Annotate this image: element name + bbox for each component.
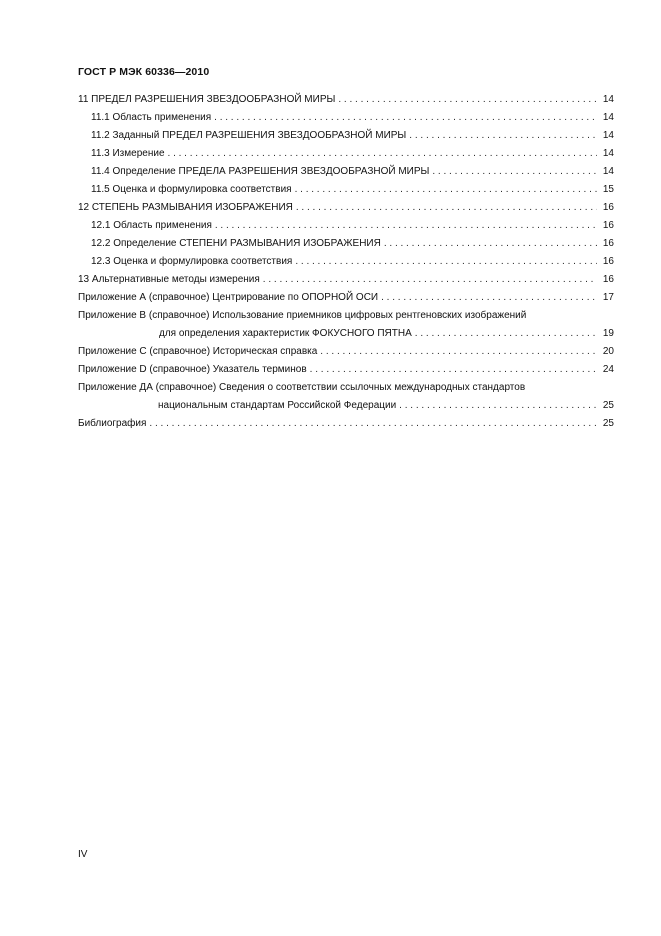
toc-entry[interactable] bbox=[78, 199, 614, 217]
leader-dots bbox=[415, 325, 597, 343]
leader-dots bbox=[296, 199, 597, 217]
leader-dots bbox=[295, 181, 597, 199]
toc-entry-label: Приложение В (справочное) Использование приемников цифровых рентгеновских изображений bbox=[78, 310, 527, 321]
leader-dots bbox=[295, 253, 597, 271]
toc-entry-page: 16 bbox=[602, 256, 614, 267]
toc-entry[interactable] bbox=[78, 181, 614, 199]
toc-entry-page: 14 bbox=[602, 112, 614, 123]
toc-entry-label: 11.5 Оценка и формулировка соответствия bbox=[91, 184, 292, 195]
toc-entry[interactable] bbox=[78, 307, 614, 325]
leader-dots bbox=[310, 361, 597, 379]
toc-entry-label: 12.2 Определение СТЕПЕНИ РАЗМЫВАНИЯ ИЗОБРАЖЕНИЯ bbox=[91, 238, 381, 249]
leader-dots bbox=[381, 289, 597, 307]
toc-entry-label: для определения характеристик ФОКУСНОГО ПЯТНА bbox=[159, 328, 412, 339]
document-header: ГОСТ Р МЭК 60336—2010 bbox=[78, 66, 210, 78]
toc-entry-page: 24 bbox=[602, 364, 614, 375]
toc-entry-label: Приложение ДА (справочное) Сведения о соответствии ссылочных международных стандартов bbox=[78, 382, 526, 393]
toc-entry[interactable] bbox=[78, 145, 614, 163]
toc-entry-label: 12.1 Область применения bbox=[91, 220, 212, 231]
leader-dots bbox=[168, 145, 597, 163]
toc-entry[interactable] bbox=[78, 271, 614, 289]
toc-entry-page: 14 bbox=[602, 94, 614, 105]
leader-dots bbox=[263, 271, 597, 289]
toc-entry-page: 14 bbox=[602, 130, 614, 141]
table-of-contents bbox=[78, 91, 614, 433]
toc-entry-page: 14 bbox=[602, 166, 614, 177]
toc-entry-label: 11.3 Измерение bbox=[91, 148, 165, 159]
leader-dots bbox=[432, 163, 597, 181]
page-number: IV bbox=[78, 849, 88, 860]
toc-entry-page: 25 bbox=[602, 418, 614, 429]
toc-entry-page: 25 bbox=[602, 400, 614, 411]
toc-entry-label: 13 Альтернативные методы измерения bbox=[78, 274, 260, 285]
toc-entry-label: 12 СТЕПЕНЬ РАЗМЫВАНИЯ ИЗОБРАЖЕНИЯ bbox=[78, 202, 293, 213]
toc-entry-page: 15 bbox=[602, 184, 614, 195]
leader-dots bbox=[384, 235, 597, 253]
leader-dots bbox=[399, 397, 597, 415]
toc-entry-label: Приложение А (справочное) Центрирование по ОПОРНОЙ ОСИ bbox=[78, 292, 379, 303]
toc-entry-label: 11.1 Область применения bbox=[91, 112, 212, 123]
toc-entry[interactable] bbox=[78, 109, 614, 127]
toc-entry[interactable] bbox=[78, 415, 614, 433]
toc-entry[interactable] bbox=[78, 163, 614, 181]
leader-dots bbox=[214, 109, 597, 127]
leader-dots bbox=[149, 415, 597, 433]
toc-entry-page: 20 bbox=[602, 346, 614, 357]
leader-dots bbox=[320, 343, 597, 361]
toc-entry[interactable] bbox=[78, 289, 614, 307]
toc-entry[interactable] bbox=[78, 343, 614, 361]
toc-entry-page: 16 bbox=[602, 274, 614, 285]
toc-entry-label: национальным стандартам Российской Федерации bbox=[158, 400, 397, 411]
toc-entry-page: 16 bbox=[602, 220, 614, 231]
toc-entry-label: Приложение D (справочное) Указатель терминов bbox=[78, 364, 307, 375]
toc-entry[interactable] bbox=[78, 91, 614, 109]
toc-entry-label: Библиография bbox=[78, 418, 147, 429]
leader-dots bbox=[338, 91, 597, 109]
toc-entry-label: 11 ПРЕДЕЛ РАЗРЕШЕНИЯ ЗВЕЗДООБРАЗНОЙ МИРЫ bbox=[78, 94, 336, 105]
toc-entry-page: 19 bbox=[602, 328, 614, 339]
toc-entry[interactable] bbox=[78, 361, 614, 379]
toc-entry-label: 11.4 Определение ПРЕДЕЛА РАЗРЕШЕНИЯ ЗВЕЗДООБРАЗНОЙ МИРЫ bbox=[91, 166, 430, 177]
toc-entry-page: 16 bbox=[602, 238, 614, 249]
toc-entry-label: 12.3 Оценка и формулировка соответствия bbox=[91, 256, 293, 267]
toc-entry-page: 17 bbox=[602, 292, 614, 303]
toc-entry[interactable] bbox=[78, 253, 614, 271]
toc-entry-continuation[interactable] bbox=[78, 325, 614, 343]
leader-dots bbox=[215, 217, 597, 235]
toc-entry-page: 16 bbox=[602, 202, 614, 213]
toc-entry-continuation[interactable] bbox=[78, 397, 614, 415]
toc-entry[interactable] bbox=[78, 127, 614, 145]
toc-entry-page: 14 bbox=[602, 148, 614, 159]
leader-dots bbox=[409, 127, 597, 145]
toc-entry[interactable] bbox=[78, 379, 614, 397]
toc-entry-label: Приложение С (справочное) Историческая справка bbox=[78, 346, 318, 357]
toc-entry-label: 11.2 Заданный ПРЕДЕЛ РАЗРЕШЕНИЯ ЗВЕЗДООБРАЗНОЙ МИРЫ bbox=[91, 130, 407, 141]
toc-entry[interactable] bbox=[78, 217, 614, 235]
toc-entry[interactable] bbox=[78, 235, 614, 253]
